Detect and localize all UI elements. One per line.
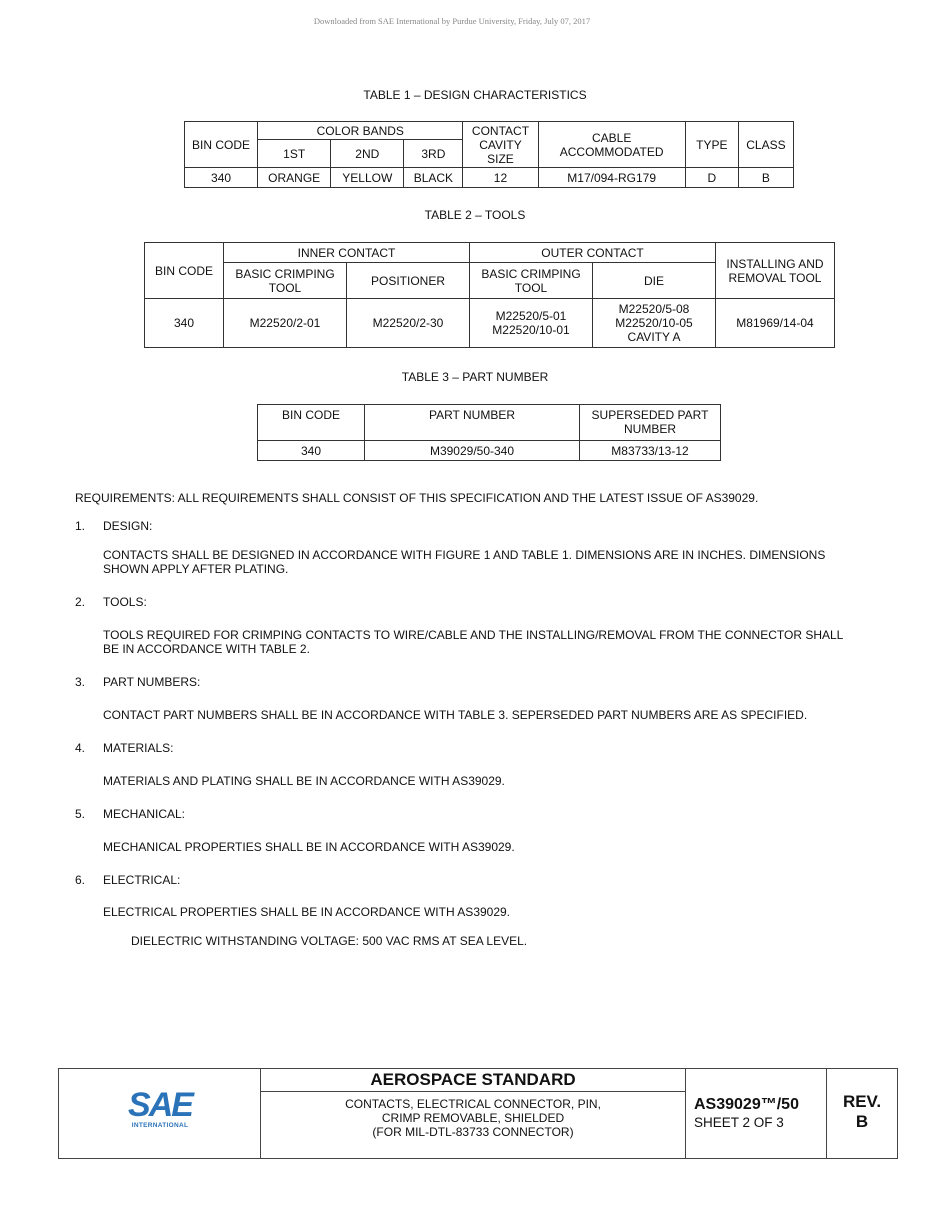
table1-header-type: TYPE	[685, 122, 738, 168]
table2-header-inner-contact: INNER CONTACT	[224, 243, 470, 263]
document-type-title: AEROSPACE STANDARD	[261, 1069, 685, 1092]
table1-cell-band-2: YELLOW	[331, 168, 404, 188]
table1-cell-class: B	[738, 168, 793, 188]
table1-header-bin-code: BIN CODE	[185, 122, 258, 168]
title-block	[58, 1068, 898, 1159]
table-row	[258, 441, 721, 461]
section-3-number: 3.	[75, 675, 86, 689]
table1-header-band-1: 1ST	[258, 140, 331, 168]
section-5-body: MECHANICAL PROPERTIES SHALL BE IN ACCORDANCE WITH AS39029.	[103, 840, 515, 854]
section-2-body: TOOLS REQUIRED FOR CRIMPING CONTACTS TO WIRE/CABLE AND THE INSTALLING/REMOVAL FROM THE CONNECTOR SHALL BE IN ACCORDANCE WITH TABLE 2.	[103, 628, 844, 656]
table3-cell-part-number: M39029/50-340	[365, 441, 580, 461]
table3-header-superseded: SUPERSEDED PART NUMBER	[580, 405, 721, 441]
revision-cell	[827, 1069, 897, 1158]
table1-cell-cable: M17/094-RG179	[538, 168, 685, 188]
section-6-body: ELECTRICAL PROPERTIES SHALL BE IN ACCORDANCE WITH AS39029.	[103, 905, 511, 919]
table-row	[185, 168, 794, 188]
table1-cell-band-3: BLACK	[404, 168, 463, 188]
sae-logo	[59, 1086, 261, 1130]
table3-header-bin-code: BIN CODE	[258, 405, 365, 441]
section-2-title: TOOLS:	[103, 595, 147, 609]
table3-caption: TABLE 3 – PART NUMBER	[401, 370, 549, 384]
requirements-intro: REQUIREMENTS: ALL REQUIREMENTS SHALL CONSIST OF THIS SPECIFICATION AND THE LATEST ISSUE OF AS39029.	[75, 491, 759, 505]
table3-part-number	[257, 404, 721, 461]
table2-cell-die: M22520/5-08 M22520/10-05 CAVITY A	[593, 299, 716, 348]
table1-cell-type: D	[685, 168, 738, 188]
table1-cell-cavity-size: 12	[463, 168, 538, 188]
table2-header-bin-code: BIN CODE	[145, 243, 224, 299]
section-5-title: MECHANICAL:	[103, 807, 186, 821]
table2-cell-inner-crimping: M22520/2-01	[224, 299, 347, 348]
section-6-number: 6.	[75, 873, 86, 887]
title-cell	[261, 1069, 686, 1158]
table2-tools	[144, 242, 835, 348]
section-1-number: 1.	[75, 519, 86, 533]
table2-header-positioner: POSITIONER	[347, 263, 470, 299]
table1-cell-bin-code: 340	[185, 168, 258, 188]
section-3-title: PART NUMBERS:	[103, 675, 201, 689]
logo-cell	[59, 1069, 261, 1158]
table1-caption: TABLE 1 – DESIGN CHARACTERISTICS	[363, 88, 587, 102]
table2-caption: TABLE 2 – TOOLS	[424, 208, 526, 222]
table2-cell-installing-removal: M81969/14-04	[716, 299, 835, 348]
document-description: CONTACTS, ELECTRICAL CONNECTOR, PIN, CRIMP REMOVABLE, SHIELDED (FOR MIL-DTL-83733 CONNECTOR)	[345, 1097, 601, 1139]
table1-design-characteristics	[184, 121, 794, 188]
table1-header-color-bands: COLOR BANDS	[258, 122, 463, 140]
section-6-title: ELECTRICAL:	[103, 873, 181, 887]
revision-label: REV.	[842, 1092, 882, 1111]
table3-cell-superseded: M83733/13-12	[580, 441, 721, 461]
revision-value: B	[855, 1112, 869, 1131]
table2-header-inner-crimping: BASIC CRIMPING TOOL	[224, 263, 347, 299]
table2-header-installing-removal: INSTALLING AND REMOVAL TOOL	[716, 243, 835, 299]
table3-cell-bin-code: 340	[258, 441, 365, 461]
table2-header-outer-crimping: BASIC CRIMPING TOOL	[470, 263, 593, 299]
section-5-number: 5.	[75, 807, 86, 821]
sae-logo-mark: SAE	[128, 1086, 192, 1124]
section-4-body: MATERIALS AND PLATING SHALL BE IN ACCORDANCE WITH AS39029.	[103, 774, 505, 788]
doc-number-cell	[686, 1069, 827, 1158]
dielectric-voltage: DIELECTRIC WITHSTANDING VOLTAGE: 500 VAC RMS AT SEA LEVEL.	[131, 934, 528, 948]
table2-cell-bin-code: 340	[145, 299, 224, 348]
table1-header-band-2: 2ND	[331, 140, 404, 168]
sheet-number: SHEET 2 OF 3	[694, 1115, 784, 1130]
section-1-body: CONTACTS SHALL BE DESIGNED IN ACCORDANCE WITH FIGURE 1 AND TABLE 1. DIMENSIONS ARE IN INCHES. DIMENSIONS SHOWN APPLY AFTER PLATING.	[103, 548, 826, 576]
section-4-title: MATERIALS:	[103, 741, 174, 755]
download-notice: Downloaded from SAE International by Purdue University, Friday, July 07, 2017	[313, 16, 591, 26]
table3-header-part-number: PART NUMBER	[365, 405, 580, 441]
section-3-body: CONTACT PART NUMBERS SHALL BE IN ACCORDANCE WITH TABLE 3. SEPERSEDED PART NUMBERS ARE AS SPECIFIED.	[103, 708, 808, 722]
table2-header-outer-contact: OUTER CONTACT	[470, 243, 716, 263]
table2-header-die: DIE	[593, 263, 716, 299]
section-2-number: 2.	[75, 595, 86, 609]
table-row	[145, 299, 835, 348]
table1-header-class: CLASS	[738, 122, 793, 168]
table1-header-cavity-size: CONTACT CAVITY SIZE	[463, 122, 538, 168]
table1-cell-band-1: ORANGE	[258, 168, 331, 188]
table1-header-band-3: 3RD	[404, 140, 463, 168]
table2-cell-positioner: M22520/2-30	[347, 299, 470, 348]
sae-logo-subtext: INTERNATIONAL	[131, 1122, 189, 1129]
table1-header-cable: CABLE ACCOMMODATED	[538, 122, 685, 168]
section-4-number: 4.	[75, 741, 86, 755]
document-number: AS39029™/50	[694, 1096, 799, 1113]
section-1-title: DESIGN:	[103, 519, 153, 533]
table2-cell-outer-crimping: M22520/5-01 M22520/10-01	[470, 299, 593, 348]
